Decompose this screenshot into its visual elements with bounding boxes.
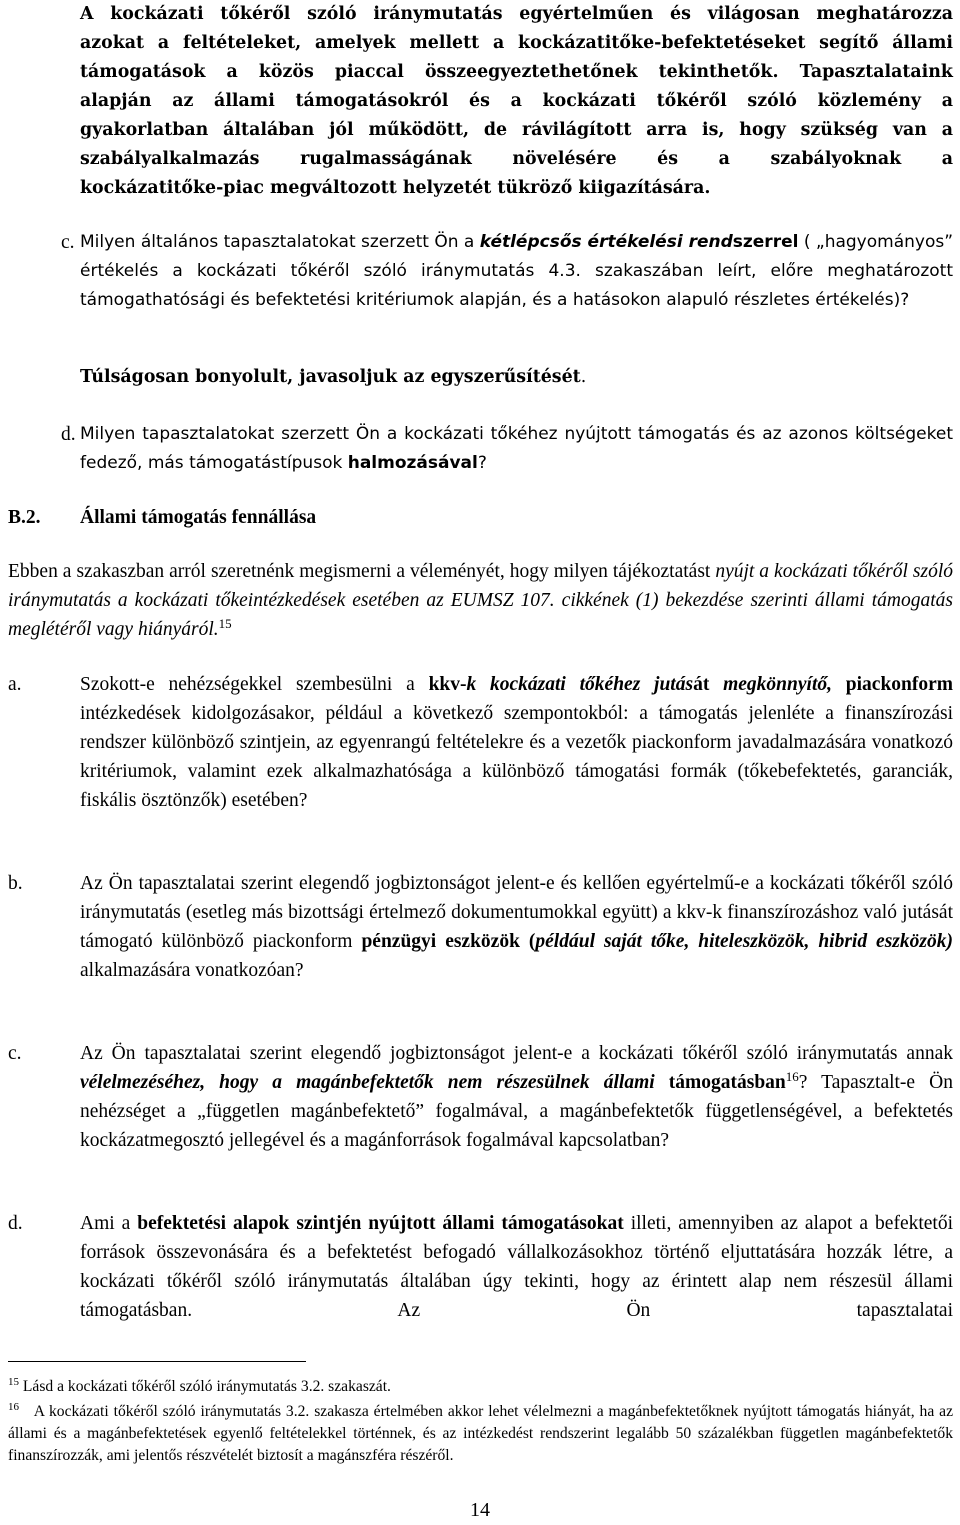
item-label: c. [61,232,75,253]
page-number: 14 [470,1499,490,1521]
text-span: például saját tőke, hiteleszközök, hibrid eszközök) [535,931,953,952]
footnote [8,1376,953,1398]
text-span: Az Ön tapasztalatai szerint elegendő jogbiztonságot jelent-e a kockázati tőkéről szóló iránymutatás annak [80,1043,953,1064]
text-span: illeti, amennyiben az alapot a befektetői források összevonására és a befektetést befogadó vállalkozásokhoz történő eljuttatására hozzák létre, a kockázati tőkéről szóló iránymutatás általában úgy tekinti, hogy az érintett alap nem részesül állami támogatásban. Az Ön tapasztalatai [80,1213,954,1321]
text-span [709,674,723,695]
text-span: megkönnyítő, [723,674,832,695]
text-span: nyújt a kockázati tőkéről szóló iránymutatás a kockázati tőkeintézkedések esetében az EUMSZ 107. cikkének (1) bekezdése szerinti állami támogatás meglétéről vagy hiányáról. [8,561,953,640]
question-text [80,420,953,478]
text-span: át [693,674,710,695]
text-line: szabályalkalmazás rugalmasságának növelésére és a szabályoknak a [80,149,953,169]
text-span: szerrel [732,232,799,252]
text-span: befektetési alapok szintjén nyújtott állami támogatásokat [137,1213,624,1234]
item-label: c. [8,1043,22,1064]
text-line: kockázatitőke-piac megváltozott helyzetét tükröző kiigazítására. [80,178,711,198]
question-text [80,1209,953,1325]
text-line: azokat a feltételeket, amelyek mellett a kockázatitőke-befektetéseket segítő állami [80,33,953,53]
text-span: k kockázati tőkéhez jut [466,674,676,695]
text-span: halmozásával [347,453,478,473]
text-span: Az Ön tapasztalatai szerint elegendő jogbiztonságot jelent-e és kellően egyértelmű-e a kockázati tőkéről szóló iránymutatás (esetleg más bizottsági értelmező dokumentumokkal együtt) a kkv-k finanszírozáshoz való jutását támogató különböző piackonform [80,873,953,952]
text-span: Szokott-e nehézségekkel szembesülni a [80,674,429,695]
text-line [80,58,953,87]
text-line: alapján az állami támogatásokról és a kockázati tőkéről szóló közlemény a [80,91,953,111]
text-line: gyakorlatban általában jól működött, de rávilágított arra is, hogy szükség van a [80,120,953,140]
text-span: ? Tapasztalt-e Ön nehézséget a „független magánbefektető” fogalmával, a magánbefektetők függetlenségével, a befektetés kockázatmegosztó jellegével és a magánforrások fogalmával kapcsolatban? [80,1072,954,1151]
text-span: ás [675,674,694,695]
footnote-text: Lásd a kockázati tőkéről szóló iránymutatás 3.2. szakaszát. [22,1378,391,1395]
item-label: d. [61,424,76,445]
text-span: támogatások a közös piaccal összeegyeztethetőnek tekinthetők. [80,62,779,82]
text-span: ( [519,931,536,952]
text-span: Milyen általános tapasztalatokat szerzett Ön a [80,232,480,252]
item-label: b. [8,873,23,894]
footnote-ref: 16 [785,1069,799,1084]
answer-text [80,363,953,392]
text-span: piackonform [845,674,954,695]
text-span: pénzügyi eszközök [361,931,520,952]
question-text [80,228,953,315]
section-number: B.2. [8,507,41,528]
footnote-separator [8,1361,306,1362]
item-label: d. [8,1213,23,1234]
item-label: a. [8,674,22,695]
question-text [80,670,953,815]
footnote-text: A kockázati tőkéről szóló iránymutatás 3.2. szakasza értelmében akkor lehet vélelmezni a magánbefektetőknek nyújtott támogatás hiányát, ha az állami és a magánbefektetések egyenlő feltételekkel történnek, és az intézkedést rendszerint legalább 50 százalékban független magánbefektetők finanszírozzák, ami jelentős részvételét biztosít a magánszféra részéről. [8,1403,953,1464]
text-span: kétlépcsős értékelési rend [479,232,733,252]
text-span: kkv- [428,674,467,695]
text-span: Ebben a szakaszban arról szeretnénk megismerni a véleményét, hogy milyen tájékoztatást [8,561,716,582]
footnote-number: 15 [8,1376,19,1388]
text-span: ( „hagyományos” értékelés a kockázati tőkéről szóló iránymutatás 4.3. szakaszában leírt, előre meghatározott támogathatósági és befektetési kritériumok alapján, és a hatásokon alapuló részletes értékelés)? [80,232,954,310]
question-text [80,869,953,985]
text-span: intézkedések kidolgozásakor, például a következő szempontokból: a támogatás jelenléte a finanszírozási rendszer különböző szintjein, az egyenrangú feltételekre és a vezetők piackonform javadalmazására vonatkozó kritériumok, valamint ezek alkalmazhatósága a különböző támogatási formák (tőkebefektetés, garanciák, fiskális ösztönzők) esetében? [80,703,953,811]
footnote-number: 16 [8,1401,19,1413]
text-span: ? [477,453,487,473]
section-intro [8,557,953,644]
text-span: Ami a [80,1213,138,1234]
footnote-ref: 15 [218,616,232,631]
section-title: Állami támogatás fennállása [80,507,317,528]
text-span: támogatásban [668,1072,786,1093]
text-span: alkalmazására vonatkozóan? [80,960,304,981]
footnote [8,1401,953,1467]
text-span: vélelmezéséhez, hogy a magánbefektetők nem részesülnek állami [80,1072,655,1093]
text-span: Tapasztalataink [778,62,953,82]
text-span: Milyen tapasztalatokat szerzett Ön a kockázati tőkéhez nyújtott támogatás és az azonos költségeket fedező, más támogatástípusok [80,424,953,473]
text-span: . [580,367,587,387]
text-line: A kockázati tőkéről szóló iránymutatás egyértelműen és világosan meghatározza [80,4,953,24]
question-text [80,1039,953,1155]
text-span: Túlságosan bonyolult, javasoljuk az egyszerűsítését [80,367,581,387]
